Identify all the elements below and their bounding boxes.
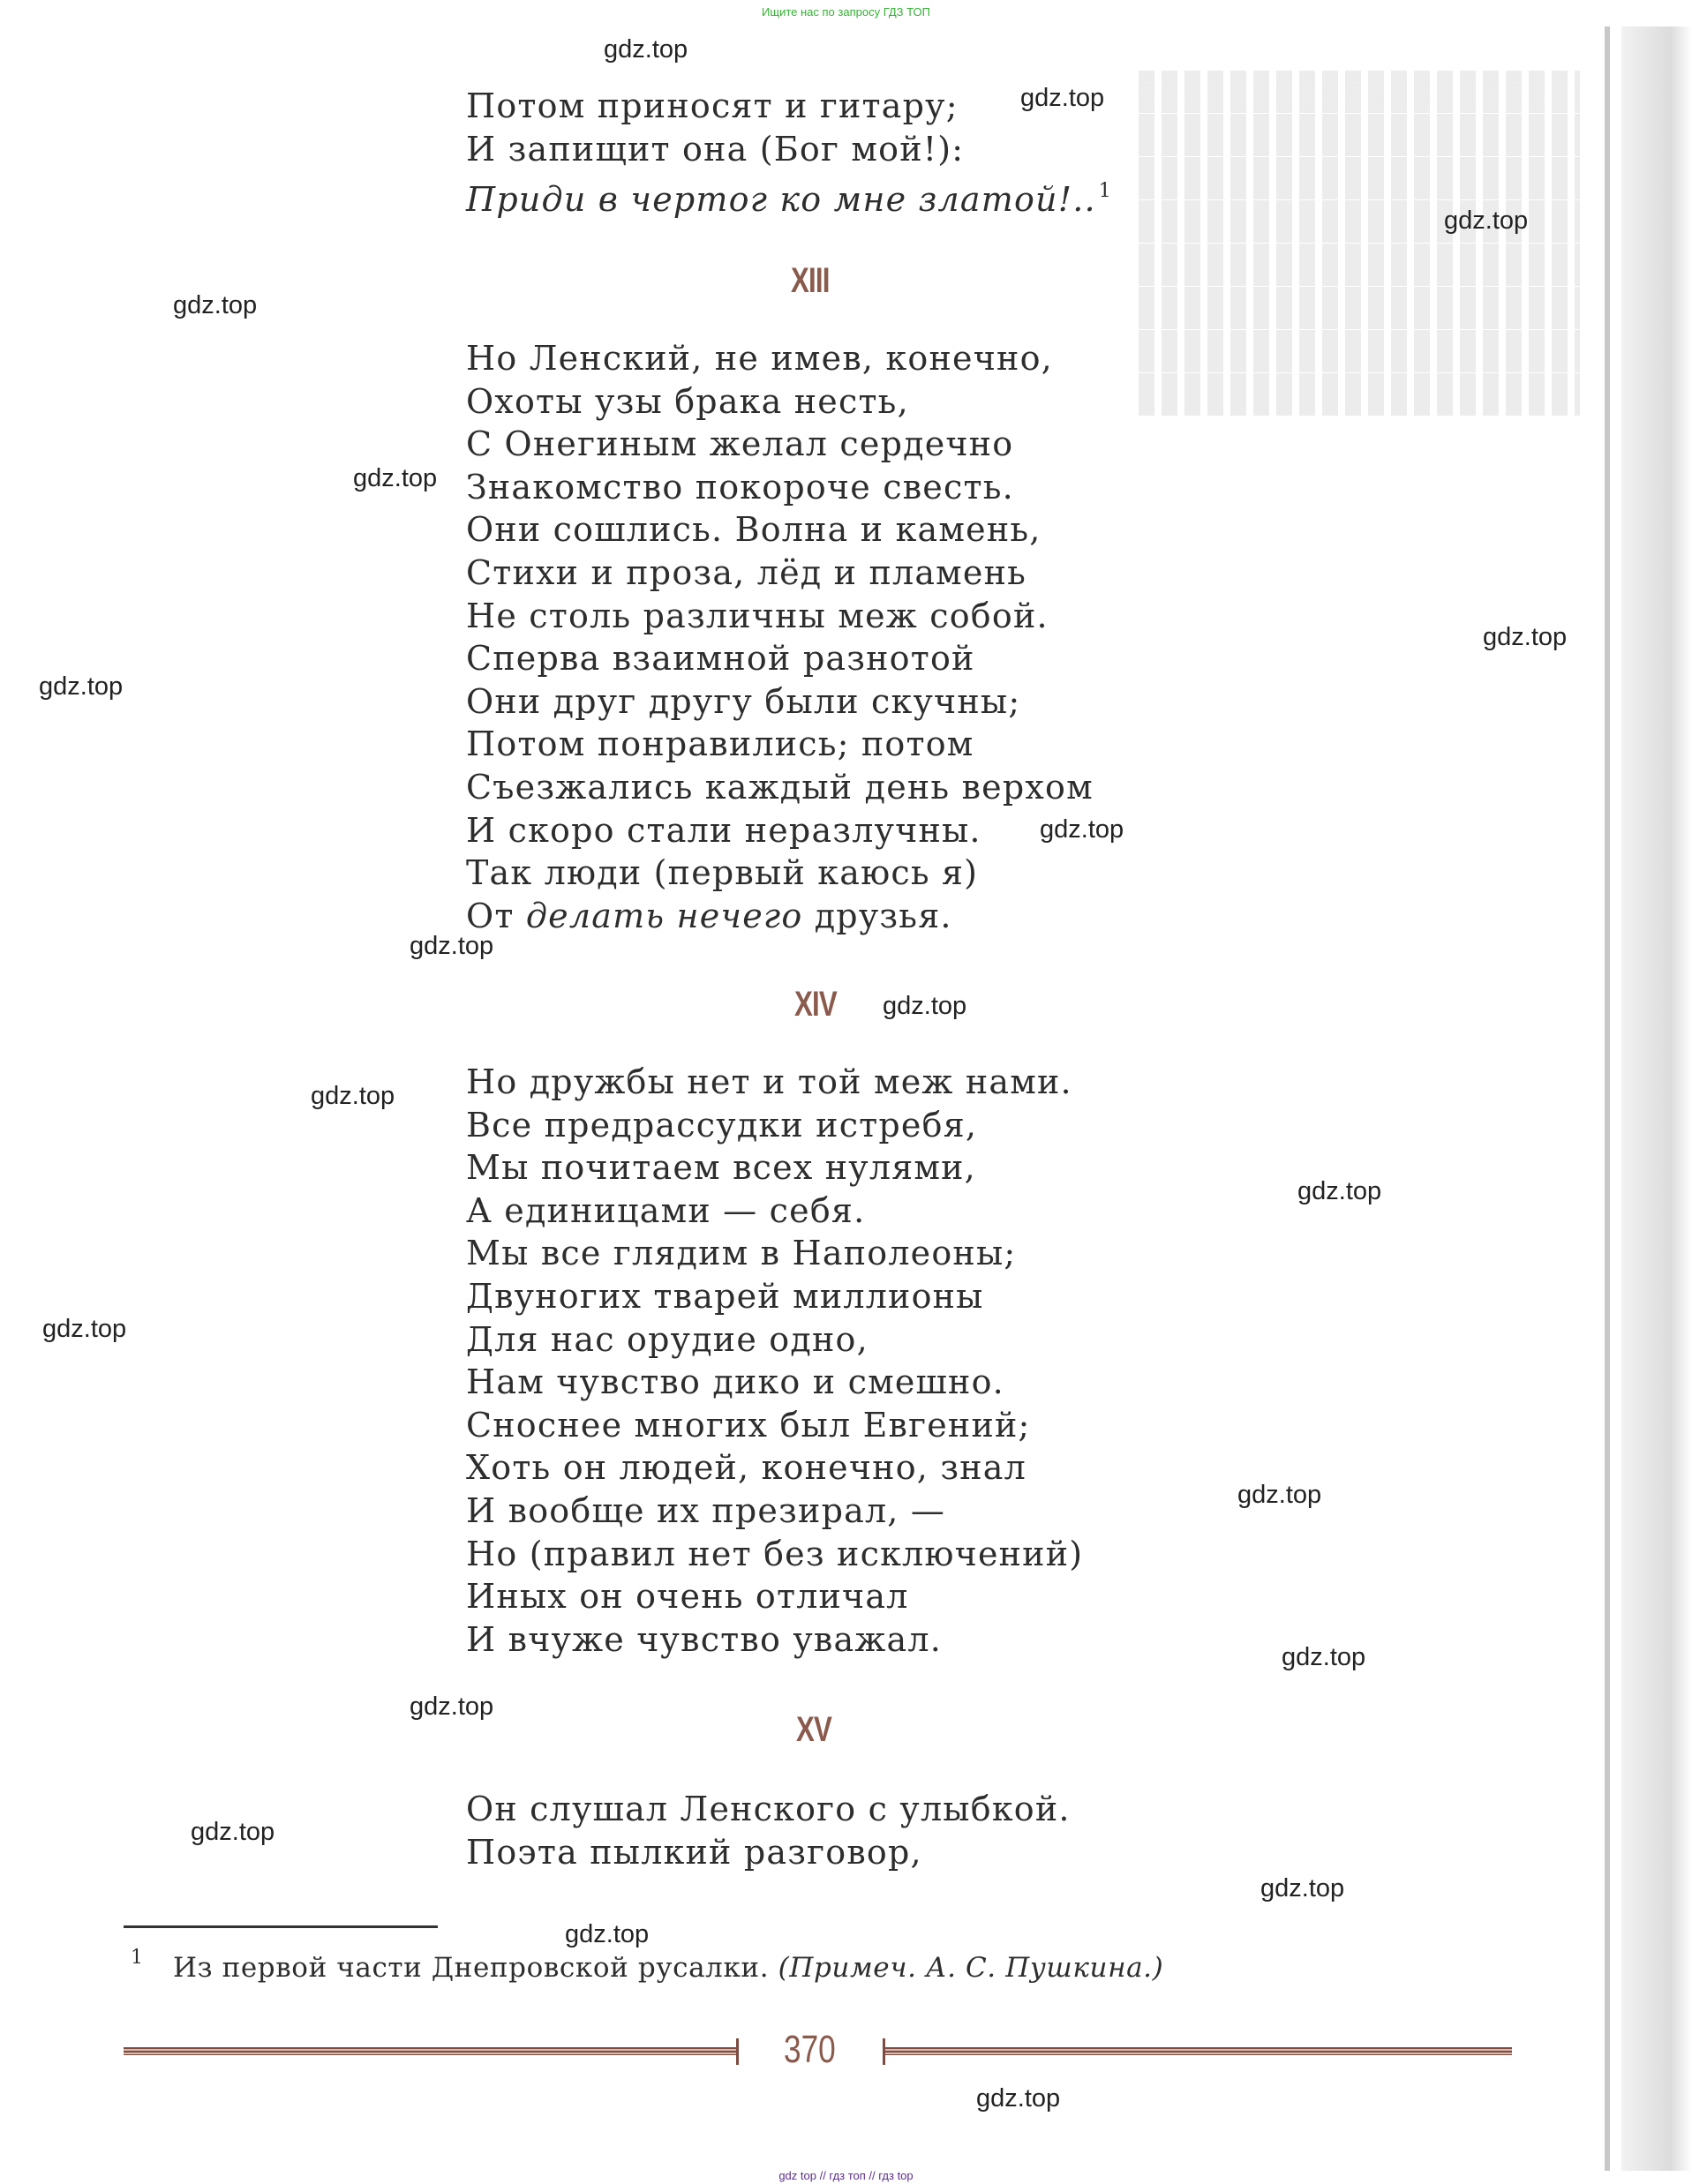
footnote-mark: 1: [131, 1947, 144, 1969]
verse-line: Съезжались каждый день верхом: [466, 767, 1094, 807]
watermark: gdz.top: [883, 992, 967, 1020]
watermark: gdz.top: [976, 2084, 1061, 2113]
watermark: gdz.top: [1297, 1177, 1382, 1205]
page-edge: [1605, 26, 1610, 2171]
footer-note: gdz top // гдз топ // гдз top: [778, 2169, 914, 2182]
watermark: gdz.top: [410, 932, 494, 960]
verse-line: Сноснее многих был Евгений;: [466, 1405, 1031, 1445]
verse-line: И запищит она (Бог мой!):: [466, 129, 965, 169]
stanza-numeral-xiii: XIII: [791, 261, 830, 300]
watermark: gdz.top: [311, 1082, 395, 1110]
verse-line: Не столь различны меж собой.: [466, 596, 1049, 635]
verse-line: Нам чувство дико и смешно.: [466, 1362, 1004, 1402]
page-rule-left-cap: [736, 2038, 739, 2065]
verse-line: Мы все глядим в Наполеоны;: [466, 1234, 1017, 1273]
verse-line: Но дружбы нет и той меж нами.: [466, 1062, 1072, 1101]
watermark: gdz.top: [191, 1818, 275, 1846]
footnote: 1 Из первой части Днепровской русалки. (Примеч. А. С. Пушкина.): [131, 1947, 1164, 1984]
verse-line: Потом приносят и гитару;: [466, 86, 959, 125]
verse-line: Охоты узы брака несть,: [466, 381, 909, 421]
verse-line: Мы почитаем всех нулями,: [466, 1148, 976, 1188]
verse-line: А единицами — себя.: [466, 1190, 866, 1230]
page-rule-left: [124, 2047, 736, 2055]
stanza-14: [466, 1061, 1083, 1661]
watermark: gdz.top: [565, 1920, 650, 1948]
watermark: gdz.top: [1237, 1481, 1322, 1509]
watermark: gdz.top: [1483, 623, 1568, 651]
verse-line: Сперва взаимной разнотой: [466, 639, 975, 679]
watermark: gdz.top: [1282, 1643, 1366, 1671]
verse-line-italic: Приди в чертог ко мне златой!.. $^1$: [466, 180, 1112, 220]
verse-line: Двуногих тварей миллионы: [466, 1276, 984, 1316]
verse-line: И вообще их презирал, —: [466, 1490, 946, 1530]
page-gutter-shadow: [1621, 26, 1692, 2171]
verse-line: Он слушал Ленского с улыбкой.: [466, 1790, 1071, 1828]
watermark: gdz.top: [1444, 206, 1529, 235]
footnote-ref: 1: [1098, 180, 1112, 203]
watermark: gdz.top: [353, 464, 438, 492]
verse-line: Так люди (первый каюсь я): [466, 853, 979, 893]
verse-line: И вчуже чувство уважал.: [466, 1619, 942, 1659]
watermark: gdz.top: [1040, 815, 1124, 844]
stanza-numeral-xiv: XIV: [794, 985, 837, 1024]
verse-line: И скоро стали неразлучны.: [466, 810, 981, 850]
watermark: gdz.top: [604, 35, 688, 64]
footnote-divider: [124, 1925, 438, 1928]
watermark: gdz.top: [1020, 84, 1105, 112]
stanza-numeral-xv: XV: [796, 1710, 832, 1749]
verse-line: Но (правил нет без исключений): [466, 1534, 1084, 1573]
watermark: gdz.top: [42, 1315, 127, 1343]
stanza-15: [466, 1788, 1071, 1873]
verse-line: Для нас орудие одно,: [466, 1319, 869, 1359]
verse-line: Все предрассудки истребя,: [466, 1105, 978, 1145]
verse-line: Стихи и проза, лёд и пламень: [466, 552, 1027, 592]
verse-line: Но Ленский, не имев, конечно,: [466, 339, 1053, 378]
verse-line: Они сошлись. Волна и камень,: [466, 510, 1042, 550]
verse-line: От делать нечего друзья.: [466, 896, 952, 935]
page-rule-right: [885, 2047, 1512, 2055]
verse-line: Потом понравились; потом: [466, 724, 974, 764]
stanza-13: [466, 337, 1094, 937]
header-note: Ищите нас по запросу ГДЗ ТОП: [762, 5, 930, 19]
watermark: gdz.top: [410, 1692, 494, 1721]
verse-line: Знакомство покороче свесть.: [466, 467, 1014, 507]
watermark: gdz.top: [39, 672, 124, 701]
watermark: gdz.top: [1260, 1874, 1345, 1903]
stanza-intro: [466, 85, 1112, 221]
page-number: 370: [784, 2028, 836, 2071]
verse-line: Они друг другу были скучны;: [466, 681, 1021, 721]
bleed-through-text: [1139, 71, 1580, 417]
verse-line: Поэта пылкий разговор,: [466, 1832, 922, 1872]
verse-line: Хоть он людей, конечно, знал: [466, 1448, 1026, 1488]
verse-line: С Онегиным желал сердечно: [466, 424, 1014, 464]
watermark: gdz.top: [173, 291, 258, 319]
verse-line: Иных он очень отличал: [466, 1577, 909, 1617]
